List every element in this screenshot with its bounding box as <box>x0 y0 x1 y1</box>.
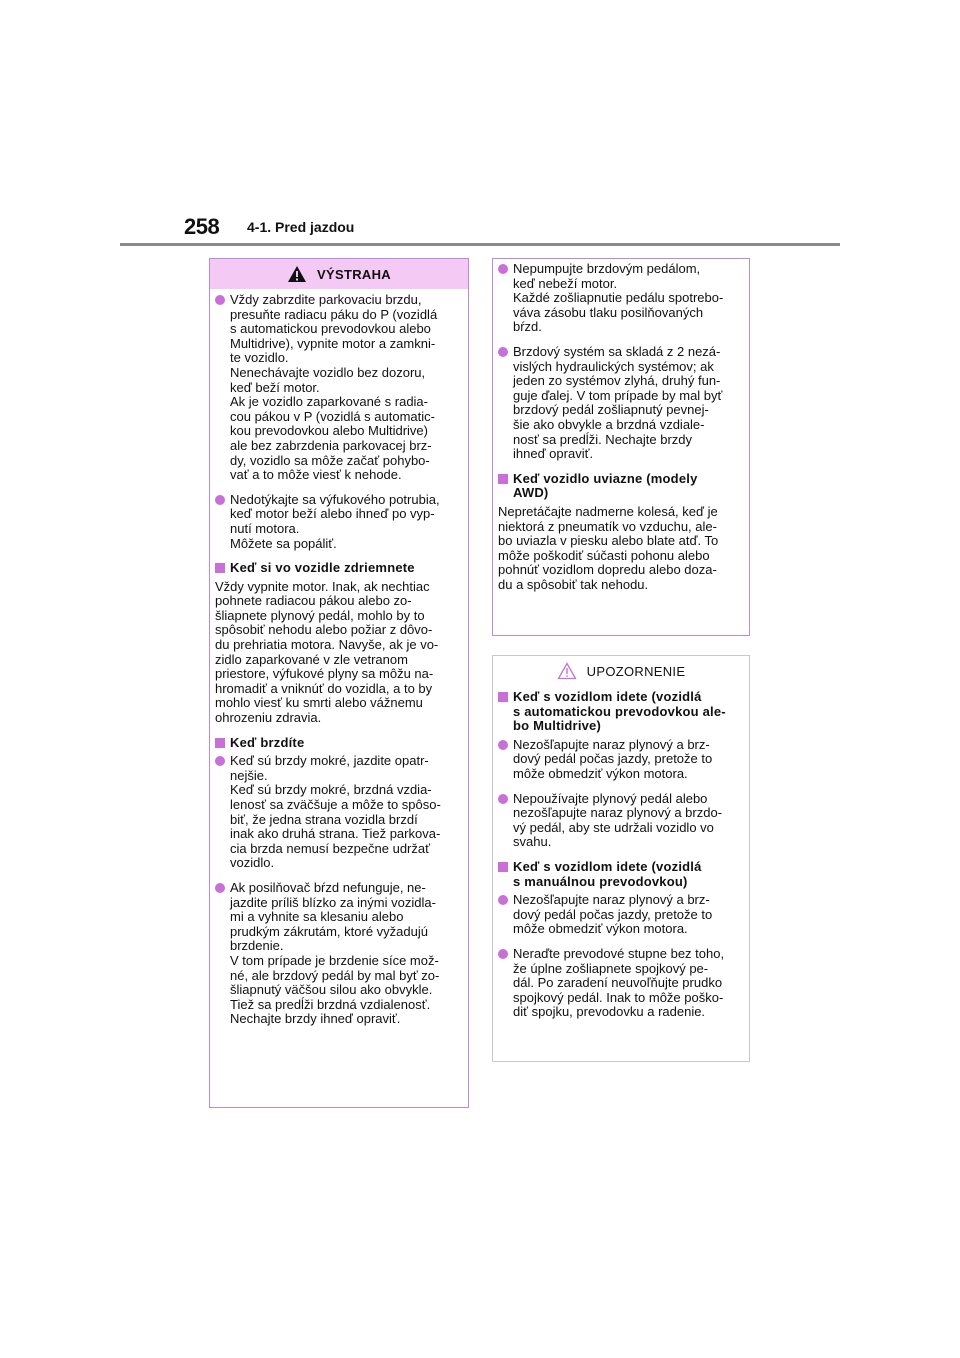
subheading-text: Keď vozidlo uviazne (modely AWD) <box>513 470 698 501</box>
subheading <box>498 472 745 501</box>
bullet-text: Ak posilňovač bŕzd nefunguje, ne- jazdite príliš blízko za inými vozidla- mi a vyhnite sa klesaniu alebo prudkým zákrutám, ktoré vyžadujú brzdenie. V tom prípade je brzdenie síce mož- né, ale brzdový pedál by mal byť zo- šliapnutý väčšou silou ako obvykle. Tiež sa predĺži brzdná vzdialenosť. Nechajte brzdy ihneď opraviť. <box>230 879 440 1027</box>
subheading-text: Keď brzdíte <box>230 734 305 750</box>
header-divider <box>120 243 840 246</box>
bullet-dot-icon <box>498 740 508 750</box>
warning-title: VÝSTRAHA <box>317 266 391 282</box>
square-bullet-icon <box>215 563 225 573</box>
subheading-text: Keď si vo vozidle zdriemnete <box>230 560 415 576</box>
bullet-dot-icon <box>498 949 508 959</box>
bullet-text: Nepoužívajte plynový pedál alebo nezošľapujte naraz plynový a brzdo- vý pedál, aby ste udržali vozidlo vo svahu. <box>513 790 723 850</box>
square-bullet-icon <box>498 692 508 702</box>
warning-header <box>210 259 468 289</box>
bullet-item <box>498 893 745 937</box>
square-bullet-icon <box>498 862 508 872</box>
warning-triangle-icon <box>287 265 307 283</box>
bullet-item <box>215 293 464 483</box>
bullet-item <box>498 792 745 850</box>
subheading <box>498 860 745 889</box>
subheading <box>215 561 464 576</box>
warning-continued-content <box>493 259 749 592</box>
bullet-text: Vždy zabrzdite parkovaciu brzdu, presuňte radiacu páku do P (vozidlá s automatickou prevodovkou alebo Multidrive), vypnite motor a zamkni- te vozidlo. Nenechávajte vozidlo bez dozoru, keď beží motor. Ak je vozidlo zaparkované s radia- cou pákou v P (vozidlá s automatic- kou prevodovkou alebo Multidrive) ale bez zabrzdenia parkovacej brz- dy, vozidlo sa môže začať pohybo- vať a to môže viesť k nehode. <box>230 292 438 483</box>
square-bullet-icon <box>215 738 225 748</box>
bullet-item <box>498 262 745 335</box>
bullet-text: Neraďte prevodové stupne bez toho, že úplne zošliapnete spojkový pe- dál. Po zaradení neuvoľňujte prudko spojkový pedál. Inak to môže poško- diť spojku, prevodovku a radenie. <box>513 945 725 1020</box>
notice-box <box>492 655 750 1062</box>
page-number: 258 <box>184 214 220 239</box>
bullet-text: Nepumpujte brzdovým pedálom, keď nebeží motor. Každé zošliapnutie pedálu spotrebo- váva zásobu tlaku posilňovaných bŕzd. <box>513 261 724 335</box>
square-bullet-icon <box>498 474 508 484</box>
bullet-dot-icon <box>215 495 225 505</box>
notice-header <box>493 656 749 686</box>
bullet-item <box>498 345 745 462</box>
notice-title: UPOZORNENIE <box>586 663 686 679</box>
bullet-item <box>215 493 464 551</box>
notice-content <box>493 686 749 1020</box>
bullet-dot-icon <box>498 794 508 804</box>
bullet-dot-icon <box>498 347 508 357</box>
bullet-text: Nedotýkajte sa výfukového potrubia, keď motor beží alebo ihneď po vyp- nutí motora. Môžete sa popáliť. <box>230 491 440 551</box>
bullet-item <box>215 754 464 871</box>
section-title: 4-1. Pred jazdou <box>247 219 355 235</box>
subheading-text: Keď s vozidlom idete (vozidlá s automatickou prevodovkou ale- bo Multidrive) <box>513 689 726 734</box>
bullet-item <box>215 881 464 1027</box>
warning-content <box>210 289 468 1027</box>
subheading <box>498 690 745 734</box>
bullet-text: Brzdový systém sa skladá z 2 nezá- vislých hydraulických systémov; ak jeden zo systémov zlyhá, druhý fun- guje ďalej. V tom prípade by mal byť brzdový pedál zošliapnutý pevnej- šie ako obvykle a brzdná vzdiale- nosť sa predĺži. Nechajte brzdy ihneď opraviť. <box>513 343 723 462</box>
subheading-text: Keď s vozidlom idete (vozidlá s manuálnou prevodovkou) <box>513 858 702 889</box>
bullet-dot-icon <box>215 295 225 305</box>
bullet-item <box>498 738 745 782</box>
bullet-text: Keď sú brzdy mokré, jazdite opatr- nejšie. Keď sú brzdy mokré, brzdná vzdia- lenosť sa zväčšuje a môže to spôso- biť, že jedna strana vozidla brzdí inak ako druhá strana. Tiež parkova- cia brzda nemusí bezpečne udržať vozidlo. <box>230 753 441 871</box>
warning-box-continued <box>492 258 750 636</box>
subheading <box>215 736 464 751</box>
bullet-dot-icon <box>215 883 225 893</box>
bullet-text: Nezošľapujte naraz plynový a brz- dový pedál počas jazdy, pretože to môže obmedziť výkon motora. <box>513 736 713 781</box>
bullet-dot-icon <box>498 895 508 905</box>
bullet-dot-icon <box>215 756 225 766</box>
caution-triangle-icon <box>557 662 577 680</box>
bullet-text: Nezošľapujte naraz plynový a brz- dový pedál počas jazdy, pretože to môže obmedziť výkon motora. <box>513 892 713 937</box>
paragraph: Vždy vypnite motor. Inak, ak nechtiac pohnete radiacou pákou alebo zo- šliapnete plynový pedál, mohlo by to spôsobiť nehodu alebo požiar z dôvo- du prehriatia motora. Navyše, ak je vo- zidlo zaparkované v zle vetranom priestore, výfukové plyny sa môžu na- hromadiť a vniknúť do vozidla, a to by mohlo viesť ku smrti alebo vážnemu ohrozeniu zdravia. <box>215 578 439 726</box>
bullet-item <box>498 947 745 1020</box>
paragraph: Nepretáčajte nadmerne kolesá, keď je niektorá z pneumatík vo vzduchu, ale- bo uviazla v piesku alebo blate atď. To môže poškodiť súčasti pohonu alebo pohnúť vozidlom dopredu alebo doza- du a spôsobiť tak nehodu. <box>498 503 719 592</box>
bullet-dot-icon <box>498 264 508 274</box>
warning-box <box>209 258 469 1108</box>
